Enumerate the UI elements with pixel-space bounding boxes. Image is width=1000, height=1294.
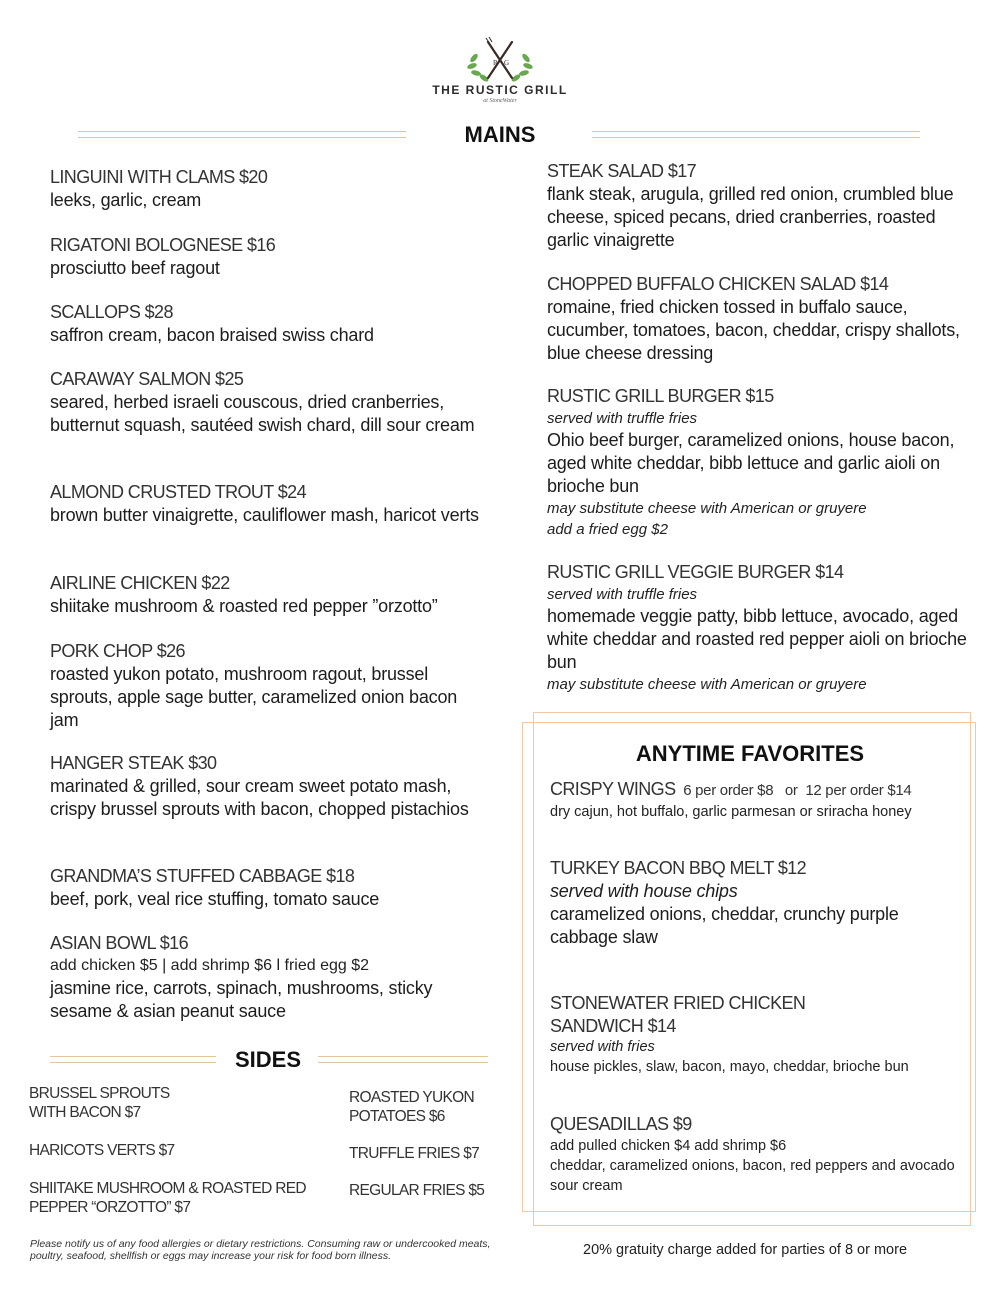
item-desc: homemade veggie patty, bibb lettuce, avocado, aged white cheddar and roasted red pepper aioli on brioche bun (547, 606, 967, 672)
menu-item (547, 385, 957, 540)
menu-item-details (550, 1037, 960, 1077)
brand-subtitle: at StoneWater (483, 98, 517, 104)
item-desc: house pickles, slaw, bacon, mayo, cheddar, brioche bun (550, 1059, 909, 1075)
item-note: served with fries (550, 1039, 655, 1055)
item-addons: add pulled chicken $4 add shrimp $6 (550, 1138, 787, 1154)
item-desc: dry cajun, hot buffalo, garlic parmesan or sriracha honey (550, 804, 912, 820)
item-desc: flank steak, arugula, grilled red onion, crumbled blue cheese, spiced pecans, dried cranberries, roasted garlic vinaigrette (547, 184, 954, 250)
menu-item (550, 992, 850, 1038)
gratuity-note: 20% gratuity charge added for parties of 8 or more (583, 1242, 908, 1258)
item-name: CRISPY WINGS (550, 779, 676, 799)
item-name: STONEWATER FRIED CHICKEN SANDWICH $14 (550, 993, 806, 1036)
item-note: may substitute cheese with American or gruyere (547, 676, 867, 693)
menu-item (50, 932, 490, 1023)
item-name: AIRLINE CHICKEN $22 (50, 573, 230, 593)
brand-name: THE RUSTIC GRILL (432, 83, 568, 97)
item-desc: beef, pork, veal rice stuffing, tomato sauce (50, 889, 380, 909)
menu-item (50, 752, 480, 821)
item-note: served with house chips (550, 881, 738, 901)
item-name: QUESADILLAS $9 (550, 1114, 692, 1134)
sides-rule-left (50, 1056, 216, 1063)
side-item: SHIITAKE MUSHROOM & ROASTED RED PEPPER “ORZOTTO” $7 (29, 1180, 306, 1216)
item-name: STEAK SALAD $17 (547, 161, 697, 181)
item-note: may substitute cheese with American or gruyere (547, 500, 867, 517)
item-desc: jasmine rice, carrots, spinach, mushrooms, sticky sesame & asian peanut sauce (50, 978, 433, 1021)
logo-letter-r: R (493, 59, 498, 67)
menu-item (550, 778, 960, 822)
item-addons: add chicken $5 | add shrimp $6 l fried egg $2 (50, 957, 370, 974)
mains-title: MAINS (464, 122, 536, 147)
menu-item (50, 368, 490, 437)
item-note: served with truffle fries (547, 410, 698, 427)
menu-item (50, 640, 480, 732)
sides-rule-right (318, 1056, 488, 1063)
menu-item (550, 857, 960, 949)
logo-letter-g: G (504, 59, 510, 67)
item-name: SCALLOPS $28 (50, 302, 173, 322)
menu-item (50, 234, 490, 280)
item-desc: roasted yukon potato, mushroom ragout, brussel sprouts, apple sage butter, caramelized onion bacon jam (50, 664, 458, 730)
item-name: LINGUINI WITH CLAMS $20 (50, 167, 268, 187)
side-item: HARICOTS VERTS $7 (29, 1142, 175, 1159)
item-name: CARAWAY SALMON $25 (50, 369, 244, 389)
allergy-disclaimer: Please notify us of any food allergies or dietary restrictions. Consuming raw or undercooked meats, poultry, seafood, shellfish or eggs may increase your risk for food born illness. (30, 1238, 491, 1262)
item-desc: brown butter vinaigrette, cauliflower mash, haricot verts (50, 505, 479, 525)
menu-item (547, 273, 967, 365)
item-name: GRANDMA’S STUFFED CABBAGE $18 (50, 866, 355, 886)
item-name: PORK CHOP $26 (50, 641, 185, 661)
menu-item (547, 160, 967, 252)
menu-item (50, 301, 490, 347)
item-name: RUSTIC GRILL VEGGIE BURGER $14 (547, 562, 844, 582)
menu-item (50, 166, 490, 212)
menu-item (550, 1113, 960, 1196)
item-note: served with truffle fries (547, 586, 698, 603)
side-item: REGULAR FRIES $5 (349, 1182, 485, 1199)
item-desc: Ohio beef burger, caramelized onions, house bacon, aged white cheddar, bibb lettuce and garlic aioli on brioche bun (547, 430, 955, 496)
item-desc: cheddar, caramelized onions, bacon, red peppers and avocado sour cream (550, 1158, 955, 1194)
side-item: BRUSSEL SPROUTS WITH BACON $7 (29, 1085, 170, 1121)
item-desc: leeks, garlic, cream (50, 190, 202, 210)
item-desc: prosciutto beef ragout (50, 258, 220, 278)
item-desc: romaine, fried chicken tossed in buffalo sauce, cucumber, tomatoes, bacon, cheddar, crispy shallots, blue cheese dressing (547, 297, 960, 363)
item-note: add a fried egg $2 (547, 521, 668, 538)
item-desc: marinated & grilled, sour cream sweet potato mash, crispy brussel sprouts with bacon, chopped pistachios (50, 776, 469, 819)
menu-item (50, 865, 490, 911)
mains-rule-left (78, 131, 406, 138)
mains-rule-right (592, 131, 920, 138)
menu-item (547, 561, 972, 695)
menu-item (50, 572, 500, 618)
item-name: TURKEY BACON BBQ MELT $12 (550, 858, 807, 878)
item-name: CHOPPED BUFFALO CHICKEN SALAD $14 (547, 274, 889, 294)
item-pricing: 6 per order $8 or 12 per order $14 (675, 782, 912, 799)
item-name: RIGATONI BOLOGNESE $16 (50, 235, 276, 255)
item-name: ALMOND CRUSTED TROUT $24 (50, 482, 306, 502)
anytime-title: ANYTIME FAVORITES (635, 741, 865, 766)
item-desc: shiitake mushroom & roasted red pepper ”orzotto” (50, 596, 438, 616)
item-desc: seared, herbed israeli couscous, dried cranberries, butternut squash, sautéed swish chard, dill sour cream (50, 392, 475, 435)
item-desc: caramelized onions, cheddar, crunchy purple cabbage slaw (550, 904, 899, 947)
side-item: ROASTED YUKON POTATOES $6 (349, 1089, 474, 1125)
item-name: ASIAN BOWL $16 (50, 933, 188, 953)
item-name: RUSTIC GRILL BURGER $15 (547, 386, 774, 406)
sides-title: SIDES (234, 1047, 302, 1072)
menu-item (50, 481, 490, 527)
side-item: TRUFFLE FRIES $7 (349, 1145, 480, 1162)
item-name: HANGER STEAK $30 (50, 753, 217, 773)
item-desc: saffron cream, bacon braised swiss chard (50, 325, 374, 345)
